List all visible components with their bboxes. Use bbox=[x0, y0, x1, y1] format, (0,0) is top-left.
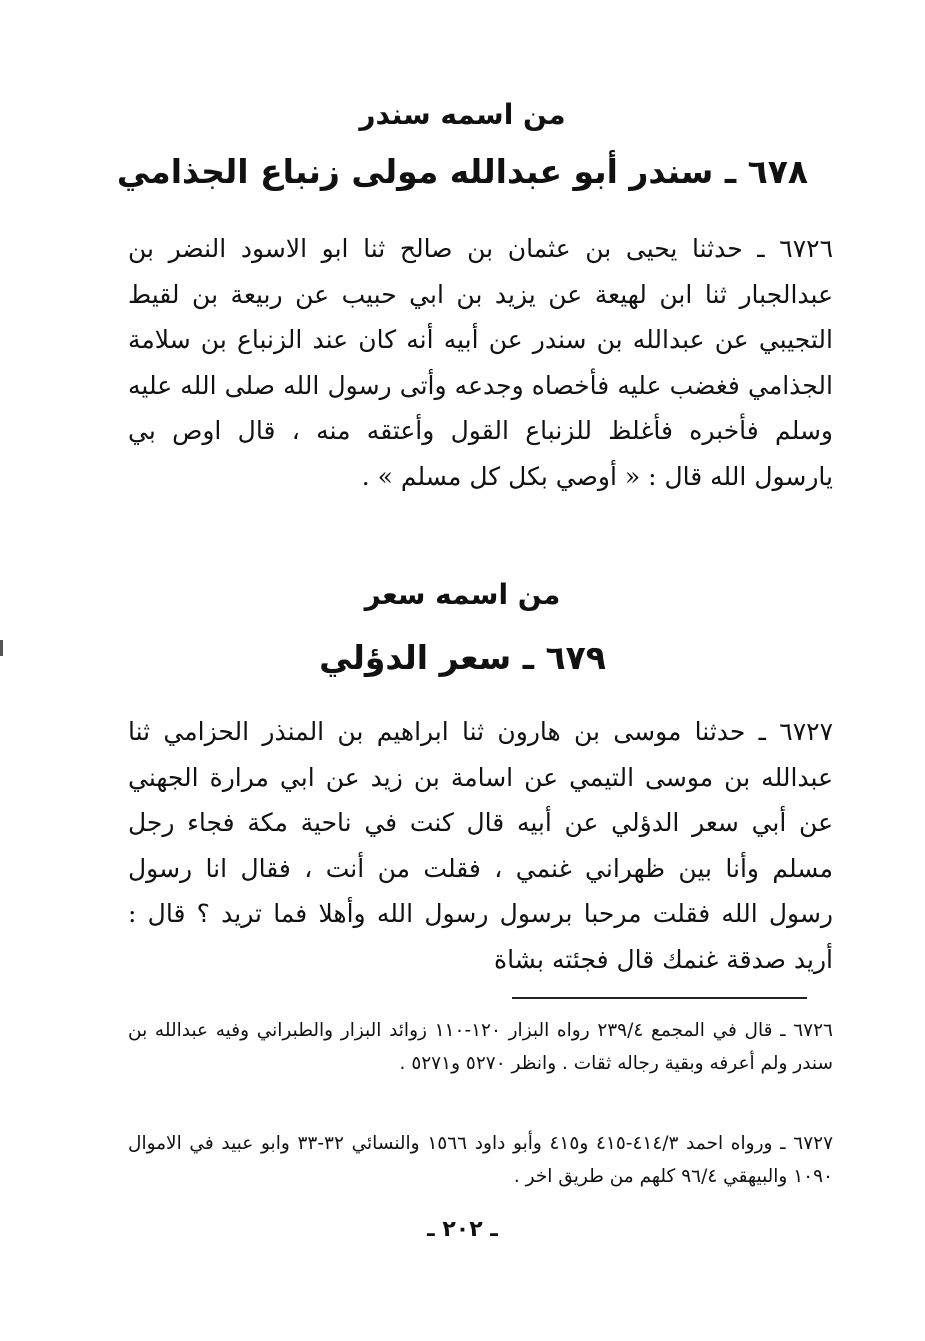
footnote: ٦٧٢٧ ـ ورواه احمد ٤١٤/٣-٤١٥ و٤١٥ وأبو داود ١٥٦٦ والنسائي ٣٢-٣٣ وابو عبيد في الاموال ١٠٩٠ والبيهقي ٩٦/٤ كلهم من طريق اخر . bbox=[128, 1133, 834, 1187]
scan-edge-mark bbox=[0, 640, 3, 656]
section-heading: من اسمه سندر bbox=[359, 98, 566, 131]
footnote-divider bbox=[512, 997, 807, 999]
section-heading: من اسمه سعر bbox=[364, 578, 561, 611]
page-number: ـ ٢٠٢ ـ bbox=[427, 1217, 498, 1242]
entry-title: ٦٧٨ ـ سندر أبو عبدالله مولى زنباع الجذامي bbox=[116, 152, 809, 191]
hadith-paragraph: ٦٧٢٧ ـ حدثنا موسى بن هارون ثنا ابراهيم بن المنذر الحزامي ثنا عبدالله بن موسى التيمي عن اسامة بن زيد عن ابي مرارة الجهني عن أبي سعر الدؤلي عن أبيه قال كنت في ناحية مكة فجاء رجل مسلم وأنا بين ظهراني غنمي ، فقلت من أنت ، فقال انا رسول رسول الله فقلت مرحبا برسول رسول الله وأهلا فما تريد ؟ قال : أريد صدقة غنمك قال فجئته بشاة bbox=[128, 717, 833, 974]
hadith-paragraph: ٦٧٢٦ ـ حدثنا يحيى بن عثمان بن صالح ثنا ابو الاسود النضر بن عبدالجبار ثنا ابن لهيعة عن يزيد بن ابي حبيب عن ربيعة بن لقيط التجيبي عن عبدالله بن سندر عن أبيه أنه كان عند الزنباع بن سلامة الجذامي فغضب عليه فأخصاه وجدعه وأتى رسول الله صلى الله عليه وسلم فأخبره فأغلظ للزنباع القول وأعتقه منه ، قال اوص بي يارسول الله قال : « أوصي بكل كل مسلم » . bbox=[128, 234, 833, 491]
entry-title: ٦٧٩ ـ سعر الدؤلي bbox=[319, 638, 606, 677]
footnote: ٦٧٢٦ ـ قال في المجمع ٢٣٩/٤ رواه البزار ١٢٠-١١٠ زوائد البزار والطبراني وفيه عبدالله بن سندر ولم أعرفه وبقية رجاله ثقات . وانظر ٥٢٧٠ و٥٢٧١ . bbox=[128, 1020, 833, 1074]
